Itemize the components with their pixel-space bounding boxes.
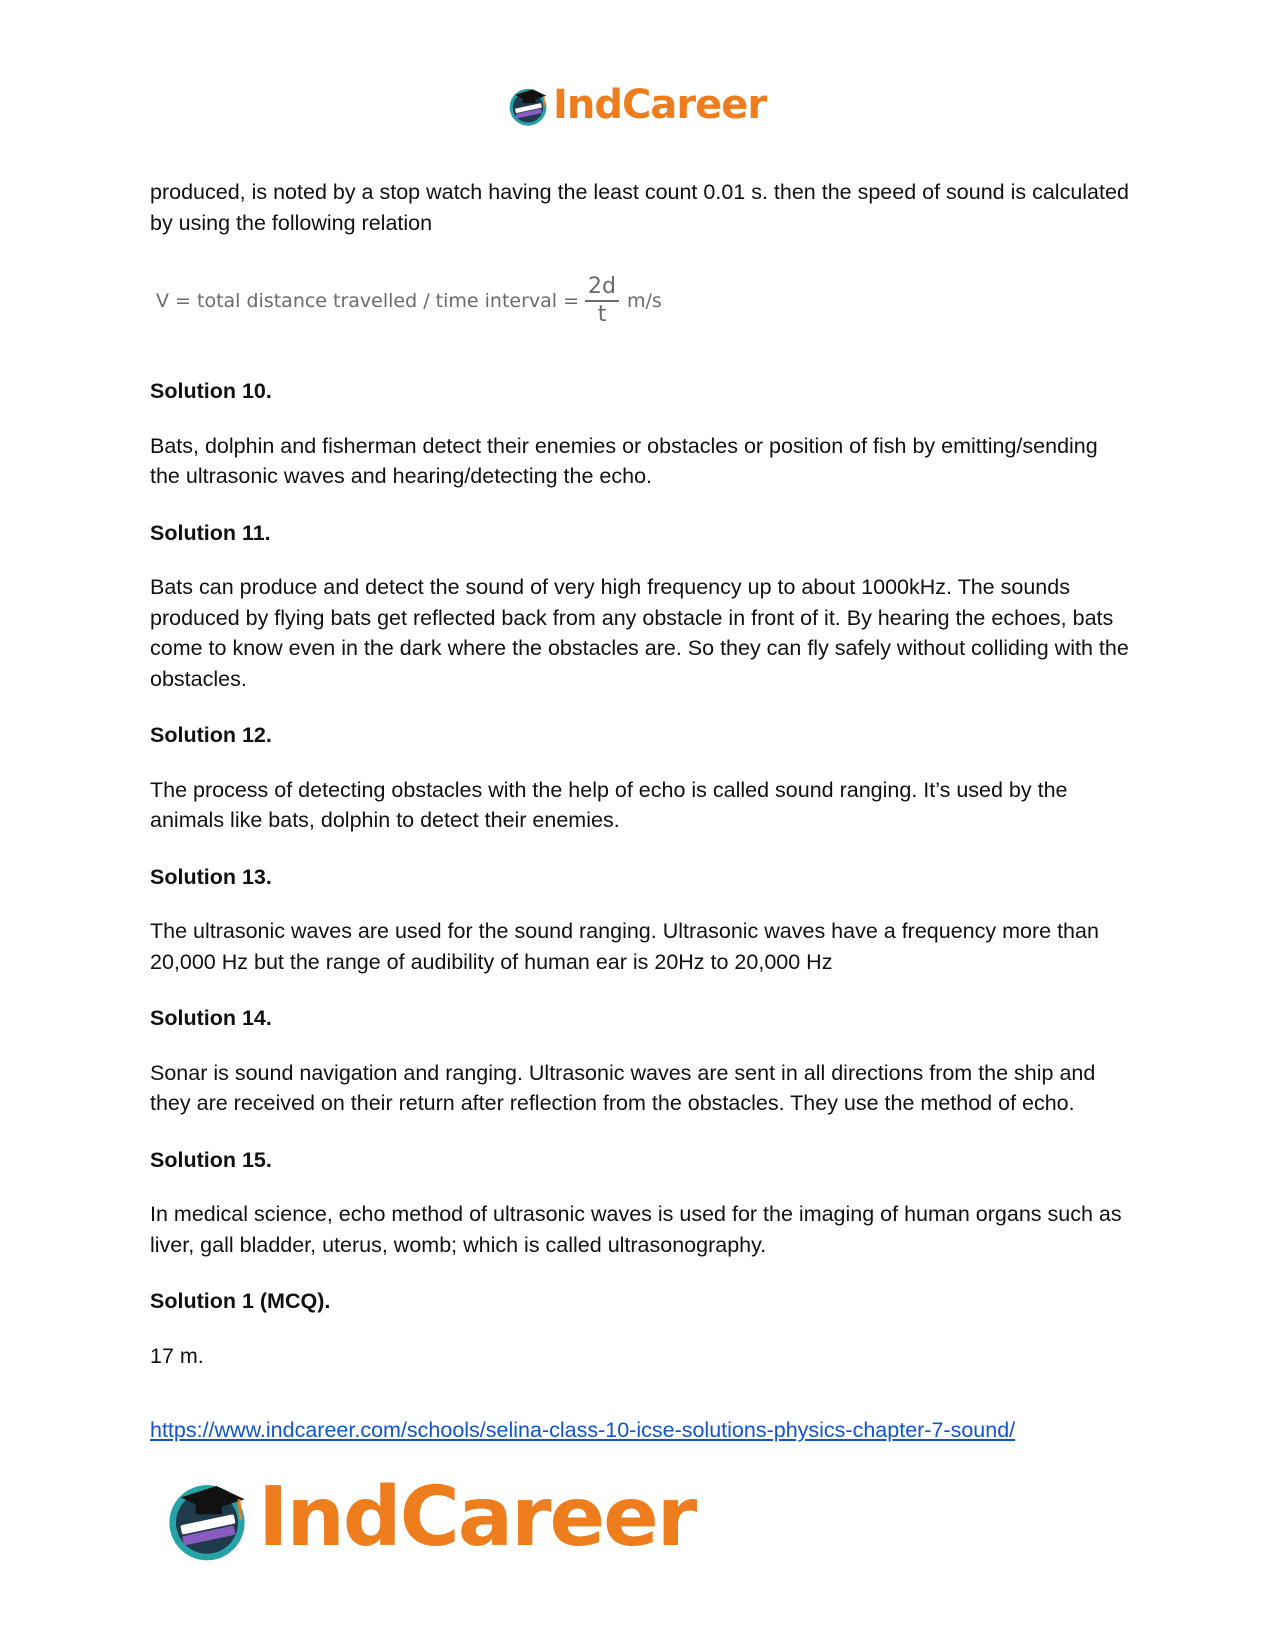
- source-link[interactable]: https://www.indcareer.com/schools/selina-class-10-icse-solutions-physics-chapter-7-sound/: [150, 1418, 1016, 1442]
- solution-text: Bats, dolphin and fisherman detect their enemies or obstacles or position of fish by emitting/sending the ultrasonic waves and hearing/detecting the echo.: [150, 433, 1098, 488]
- graduation-book-icon: [505, 82, 551, 128]
- footer-logo: [160, 1468, 695, 1568]
- solution-text: Bats can produce and detect the sound of very high frequency up to about 1000kHz. The sounds produced by flying bats get reflected back from any obstacle in front of it. By hearing the echoes, bats come to know even in the dark where the obstacles are. So they can fly safely without colliding with the obstacles.: [150, 575, 1129, 691]
- solution-heading: Solution 10.: [150, 379, 272, 403]
- solution-block: [150, 1003, 1130, 1119]
- page-content: [150, 177, 1130, 1397]
- solution-block: [150, 1286, 1130, 1371]
- brand-wordmark: IndCareer: [553, 82, 767, 128]
- formula-unit: m/s: [627, 290, 662, 312]
- formula-numerator: 2d: [588, 274, 616, 300]
- solution-heading: Solution 14.: [150, 1006, 272, 1030]
- solution-heading: Solution 11.: [150, 520, 271, 545]
- solution-text: Sonar is sound navigation and ranging. Ultrasonic waves are sent in all directions from the ship and they are received on their return after reflection from the obstacles. They use the method of echo.: [150, 1060, 1096, 1115]
- solution-block: [150, 1145, 1130, 1261]
- solution-block: [150, 376, 1130, 492]
- solution-heading: Solution 1 (MCQ).: [150, 1289, 331, 1313]
- formula-denominator: t: [597, 301, 607, 327]
- brand-wordmark: IndCareer: [258, 1470, 696, 1565]
- solution-text: The ultrasonic waves are used for the sound ranging. Ultrasonic waves have a frequency more than 20,000 Hz but the range of audibility of human ear is 20Hz to 20,000 Hz: [150, 919, 1099, 974]
- header-logo: [505, 80, 766, 130]
- graduation-book-icon: [160, 1471, 254, 1565]
- solution-text: The process of detecting obstacles with the help of echo is called sound ranging. It’s used by the animals like bats, dolphin to detect their enemies.: [150, 777, 1068, 832]
- solution-heading: Solution 13.: [150, 864, 272, 889]
- solution-heading: Solution 15.: [150, 1147, 272, 1172]
- solution-block: [150, 518, 1130, 695]
- formula-fraction: [585, 274, 619, 328]
- solution-block: [150, 862, 1130, 978]
- solution-text: In medical science, echo method of ultrasonic waves is used for the imaging of human organs such as liver, gall bladder, uterus, womb; which is called ultrasonography.: [150, 1202, 1122, 1257]
- solution-heading: Solution 12.: [150, 723, 272, 747]
- speed-formula: [156, 266, 1130, 336]
- intro-paragraph: produced, is noted by a stop watch having the least count 0.01 s. then the speed of sound is calculated by using the following relation: [150, 180, 1129, 235]
- solution-text: 17 m.: [150, 1343, 204, 1368]
- formula-lhs: V = total distance travelled / time interval =: [156, 290, 580, 312]
- solution-block: [150, 720, 1130, 836]
